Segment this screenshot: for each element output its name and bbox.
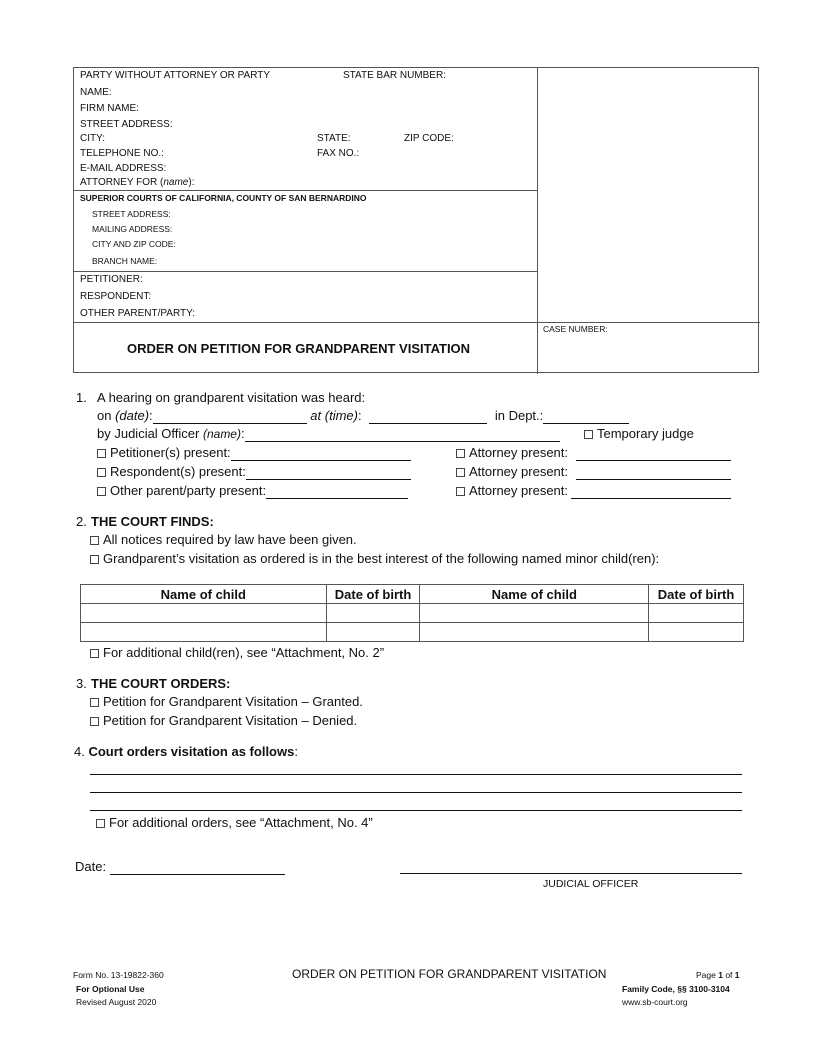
header-date-of-birth-1: Date of birth [326,585,420,604]
court-city-zip-label: CITY AND ZIP CODE: [92,239,176,249]
additional-orders-option: For additional orders, see “Attachment, No. 4” [96,815,373,831]
attorney-present-checkbox-3[interactable] [456,487,465,496]
caption-rule-parties [74,271,537,272]
bar-number-label: STATE BAR NUMBER: [343,70,446,81]
caption-rule-court [74,190,537,191]
court-branch-label: BRANCH NAME: [92,256,158,266]
section2-number: 2. [76,514,87,529]
respondent-present-checkbox[interactable] [97,468,106,477]
family-code: Family Code, §§ 3100-3104 [622,984,730,994]
judicial-officer-label: JUDICIAL OFFICER [543,878,639,890]
other-present-checkbox[interactable] [97,487,106,496]
attorney-for-label: ATTORNEY FOR (name): [80,177,195,188]
attorney-present-checkbox-1[interactable] [456,449,465,458]
respondent-present-field[interactable] [246,466,411,480]
header-name-of-child-2: Name of child [420,585,649,604]
court-street-label: STREET ADDRESS: [92,209,171,219]
temporary-judge-option: Temporary judge [584,426,694,442]
caption-divider [537,68,538,374]
petitioner-present-field[interactable] [231,447,411,461]
optional-use: For Optional Use [76,984,145,994]
attorney-present-row-2: Attorney present: [456,464,731,480]
petitioner-present-row: Petitioner(s) present: [97,445,411,461]
page-number: Page 1 of 1 [696,970,740,980]
section1-number: 1. [76,390,87,405]
denied-checkbox[interactable] [90,717,99,726]
email-label: E-MAIL ADDRESS: [80,163,167,174]
respondent-label: RESPONDENT: [80,291,152,302]
petitioner-label: PETITIONER: [80,274,143,285]
other-party-label: OTHER PARENT/PARTY: [80,308,196,319]
judicial-officer-signature-line[interactable] [400,873,742,874]
best-interest-option: Grandparent’s visitation as ordered is in the best interest of the following named minor child(ren): [90,551,659,567]
attorney-present-field-1[interactable] [576,447,731,461]
child-name-cell[interactable] [81,604,327,623]
section2-heading: THE COURT FINDS: [91,514,214,529]
additional-children-option: For additional child(ren), see “Attachment, No. 2” [90,645,384,661]
table-row [81,604,744,623]
table-header-row [81,585,744,604]
denied-option: Petition for Grandparent Visitation – Denied. [90,713,357,729]
table-row [81,623,744,642]
telephone-label: TELEPHONE NO.: [80,148,164,159]
additional-orders-checkbox[interactable] [96,819,105,828]
zip-label: ZIP CODE: [404,133,454,144]
revised-date: Revised August 2020 [76,997,157,1007]
judicial-officer-row: by Judicial Officer (name): [97,426,560,442]
attorney-present-field-3[interactable] [571,485,731,499]
best-interest-checkbox[interactable] [90,555,99,564]
attorney-present-row-1: Attorney present: [456,445,731,461]
children-table [80,584,744,642]
party-label: PARTY WITHOUT ATTORNEY OR PARTY [80,70,271,81]
additional-children-checkbox[interactable] [90,649,99,658]
signature-date-field[interactable] [110,861,285,875]
caption-box [73,67,759,373]
child-dob-cell[interactable] [326,604,420,623]
child-dob-cell[interactable] [649,604,744,623]
section1-intro: A hearing on grandparent visitation was heard: [97,390,366,405]
city-label: CITY: [80,133,106,144]
temporary-judge-checkbox[interactable] [584,430,593,439]
visitation-line-2[interactable] [90,792,742,793]
fax-label: FAX NO.: [317,148,360,159]
case-number-label: CASE NUMBER: [543,324,608,334]
child-name-cell[interactable] [420,604,649,623]
hearing-date-field[interactable] [153,410,307,424]
street-label: STREET ADDRESS: [80,119,173,130]
attorney-present-checkbox-2[interactable] [456,468,465,477]
firm-label: FIRM NAME: [80,103,139,114]
state-label: STATE: [317,133,351,144]
attorney-present-row-3: Attorney present: [456,483,731,499]
petitioner-present-checkbox[interactable] [97,449,106,458]
hearing-dept-field[interactable] [543,410,629,424]
visitation-line-3[interactable] [90,810,742,811]
granted-checkbox[interactable] [90,698,99,707]
visitation-line-1[interactable] [90,774,742,775]
header-name-of-child-1: Name of child [81,585,327,604]
child-name-cell[interactable] [81,623,327,642]
court-title: SUPERIOR COURTS OF CALIFORNIA, COUNTY OF SAN BERNARDINO [80,193,367,203]
other-present-field[interactable] [266,485,408,499]
hearing-time-field[interactable] [369,410,487,424]
respondent-present-row: Respondent(s) present: [97,464,411,480]
hearing-date-row: on (date): at (time): in Dept.: [97,408,629,424]
notices-option: All notices required by law have been given. [90,532,357,548]
section3-heading: THE COURT ORDERS: [91,676,231,691]
child-name-cell[interactable] [420,623,649,642]
footer-title: ORDER ON PETITION FOR GRANDPARENT VISITATION [292,967,607,981]
child-dob-cell[interactable] [326,623,420,642]
attorney-present-field-2[interactable] [576,466,731,480]
court-mailing-label: MAILING ADDRESS: [92,224,173,234]
name-label: NAME: [80,87,112,98]
judicial-officer-field[interactable] [245,428,560,442]
section4-label: 4. Court orders visitation as follows: [74,744,298,759]
form-number: Form No. 13-19822-360 [73,970,164,980]
header-date-of-birth-2: Date of birth [649,585,744,604]
section3-number: 3. [76,676,87,691]
caption-rule-title [74,322,760,323]
other-present-row: Other parent/party present: [97,483,408,499]
granted-option: Petition for Grandparent Visitation – Granted. [90,694,363,710]
form-title: ORDER ON PETITION FOR GRANDPARENT VISITATION [127,341,471,356]
child-dob-cell[interactable] [649,623,744,642]
website: www.sb-court.org [622,997,688,1007]
signature-date-row: Date: [75,859,285,875]
notices-checkbox[interactable] [90,536,99,545]
